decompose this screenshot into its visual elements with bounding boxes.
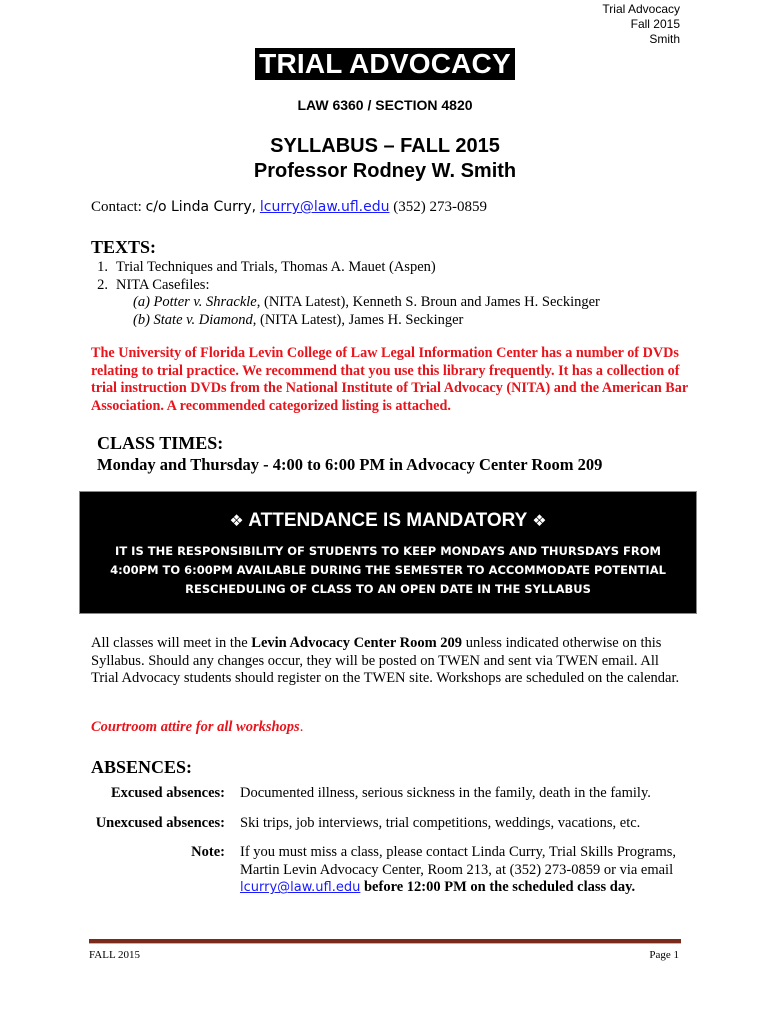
unexcused-label: Unexcused absences: (95, 815, 225, 831)
list-item (91, 259, 600, 277)
excused-label: Excused absences: (111, 785, 225, 801)
texts-list (91, 259, 600, 329)
casefile-title: (b) State v. Diamond (133, 311, 253, 328)
note-label: Note: (191, 844, 225, 860)
class-times (97, 433, 602, 475)
footer-term: FALL 2015 (89, 949, 141, 961)
note-deadline: before 12:00 PM on the scheduled class day. (360, 879, 636, 896)
casefile-details: , (NITA Latest), James H. Seckinger (252, 311, 464, 328)
note-text (240, 844, 700, 897)
diamond-ornament-icon: ❖ (229, 511, 244, 530)
title-wrap (0, 48, 770, 80)
running-header-author: Smith (649, 32, 680, 46)
attendance-line: 4:00PM TO 6:00PM AVAILABLE DURING THE SEMESTER TO ACCOMMODATE POTENTIAL (110, 563, 666, 577)
page-title: TRIAL ADVOCACY (255, 48, 515, 80)
list-number: 2. (97, 276, 108, 293)
attendance-banner (79, 491, 697, 614)
absences-heading: ABSENCES: (91, 757, 193, 777)
list-number: 1. (97, 259, 108, 275)
classes-room: Levin Advocacy Center Room 209 (251, 635, 463, 651)
classes-text-start: All classes will meet in the (91, 635, 252, 651)
attire-period: . (299, 719, 304, 735)
attendance-heading (80, 510, 696, 532)
running-header-course: Trial Advocacy (602, 2, 680, 16)
texts-heading: TEXTS: (91, 237, 157, 257)
casefile-title: (a) Potter v. Shrackle (133, 294, 257, 310)
page-number: Page 1 (649, 949, 679, 961)
running-header-term: Fall 2015 (630, 17, 680, 31)
contact-line (91, 199, 487, 216)
library-note: The University of Florida Levin College of Law Legal Information Center has a number of DVDs relating to trial practice. We recommend that you use this library frequently. It has a collection of trial instruction DVDs from the National Institute of Trial Advocacy (NITA) and the American Bar Association. A recommended categorized listing is attached. (91, 345, 688, 414)
text-item-nita: NITA Casefiles: (116, 276, 210, 293)
note-body: If you must miss a class, please contact Linda Curry, Trial Skills Programs, Martin Levin Advocacy Center, Room 213, at (352) 273-0859 or via email (240, 844, 677, 878)
diamond-ornament-icon: ❖ (532, 511, 547, 530)
attire-text: Courtroom attire for all workshops (91, 719, 300, 735)
contact-label: Contact: (91, 199, 142, 215)
running-header (602, 2, 680, 47)
casefile-diamond (91, 312, 600, 330)
unexcused-text: Ski trips, job interviews, trial competitions, weddings, vacations, etc. (240, 815, 641, 831)
attire-note (91, 719, 303, 736)
attendance-body (80, 542, 696, 599)
excused-text: Documented illness, serious sickness in the family, death in the family. (240, 785, 651, 801)
contact-care-of: c/o Linda Curry, (145, 199, 257, 215)
casefile-potter (91, 294, 600, 312)
syllabus-heading (0, 134, 770, 184)
casefile-details: , (NITA Latest), Kenneth S. Broun and James H. Seckinger (256, 294, 600, 310)
attendance-line: RESCHEDULING OF CLASS TO AN OPEN DATE IN THE SYLLABUS (185, 582, 591, 596)
class-times-heading: CLASS TIMES: (97, 433, 224, 453)
syllabus-term: SYLLABUS – FALL 2015 (270, 135, 500, 157)
text-item-mauet: Trial Techniques and Trials, Thomas A. Mauet (Aspen) (116, 259, 436, 275)
attendance-heading-text: ATTENDANCE IS MANDATORY (248, 510, 527, 531)
contact-email-link[interactable]: lcurry@law.ufl.edu (259, 199, 390, 215)
course-number: LAW 6360 / SECTION 4820 (297, 97, 473, 113)
note-email-link[interactable]: lcurry@law.ufl.edu (240, 880, 361, 896)
contact-phone: (352) 273-0859 (393, 199, 487, 215)
list-item (91, 277, 600, 295)
professor-name: Professor Rodney W. Smith (253, 160, 517, 182)
class-times-detail: Monday and Thursday - 4:00 to 6:00 PM in Advocacy Center Room 209 (97, 455, 603, 474)
attendance-line: IT IS THE RESPONSIBILITY OF STUDENTS TO KEEP MONDAYS AND THURSDAYS FROM (115, 544, 661, 558)
classes-paragraph (91, 635, 686, 688)
footer-divider (89, 939, 681, 944)
classes-text-end: unless indicated otherwise on this Syllabus. Should any changes occur, they will be posted on TWEN and sent via TWEN email. All Trial Advocacy students should register on the TWEN site. Workshops are scheduled on the calendar. (91, 635, 680, 687)
